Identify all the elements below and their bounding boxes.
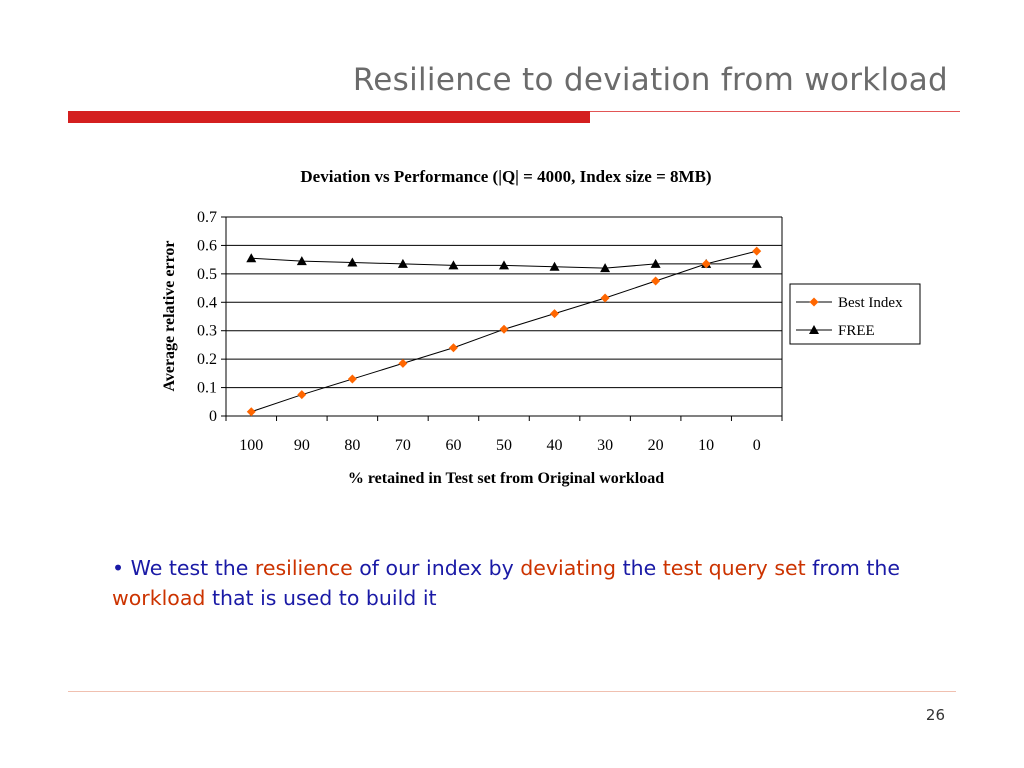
bullet-plain-text: that is used to build it xyxy=(205,586,437,610)
chart-title: Deviation vs Performance (|Q| = 4000, Index size = 8MB) xyxy=(300,167,712,186)
x-tick-label: 90 xyxy=(293,437,310,454)
x-tick-label: 70 xyxy=(394,437,411,454)
page-number: 26 xyxy=(925,706,945,724)
legend-label-best-index: Best Index xyxy=(838,295,903,311)
y-tick-label: 0.2 xyxy=(197,351,217,369)
y-tick-label: 0.5 xyxy=(197,265,217,283)
best-index-point xyxy=(651,276,660,285)
footer-divider xyxy=(68,691,956,692)
bullet-plain-text: from the xyxy=(805,556,901,580)
free-point xyxy=(246,253,256,262)
title-underline-thin xyxy=(590,111,960,112)
x-tick-label: 10 xyxy=(698,437,715,454)
best-index-point xyxy=(297,390,306,399)
x-tick-label: 20 xyxy=(647,437,664,454)
x-tick-label: 30 xyxy=(597,437,614,454)
best-index-point xyxy=(601,294,610,303)
bullet-sentence xyxy=(112,556,900,610)
x-tick-label: 0 xyxy=(752,437,761,454)
bullet-highlight-text: resilience xyxy=(254,556,353,580)
bullet-highlight-text: workload xyxy=(112,586,206,610)
x-tick-label: 100 xyxy=(239,437,264,454)
chart-legend xyxy=(790,284,920,344)
best-index-point xyxy=(348,375,357,384)
best-index-point xyxy=(752,247,761,256)
chart-y-axis-label: Average relative error xyxy=(161,240,178,392)
y-tick-label: 0.6 xyxy=(197,237,217,255)
title-underline-bar xyxy=(68,111,590,123)
x-tick-label: 40 xyxy=(546,437,563,454)
line-chart xyxy=(130,150,930,510)
plot-area xyxy=(197,209,782,454)
best-index-point xyxy=(550,309,559,318)
bullet-marker: • xyxy=(112,556,125,580)
y-tick-label: 0.1 xyxy=(197,379,217,397)
bullet-highlight-text: test query set xyxy=(662,556,806,580)
legend-label-free: FREE xyxy=(838,323,875,339)
free-point xyxy=(651,259,661,268)
chart-x-axis-label: % retained in Test set from Original workload xyxy=(347,470,665,487)
free-point xyxy=(752,259,762,268)
bullet-plain-text: of our index by xyxy=(352,556,521,580)
slide-title: Resilience to deviation from workload xyxy=(352,62,948,98)
best-index-point xyxy=(247,407,256,416)
bullet-plain-text: the xyxy=(616,556,663,580)
bullet-text xyxy=(112,553,912,613)
chart-container xyxy=(130,150,930,510)
x-tick-label: 50 xyxy=(496,437,512,454)
x-tick-label: 60 xyxy=(445,437,462,454)
x-tick-label: 80 xyxy=(344,437,361,454)
bullet-highlight-text: deviating xyxy=(520,556,617,580)
y-tick-label: 0.7 xyxy=(197,209,217,226)
best-index-point xyxy=(500,325,509,334)
bullet-plain-text: We test the xyxy=(130,556,255,580)
y-tick-label: 0 xyxy=(209,408,217,425)
best-index-point xyxy=(449,343,458,352)
y-tick-label: 0.4 xyxy=(197,294,217,312)
best-index-point xyxy=(398,359,407,368)
y-tick-label: 0.3 xyxy=(197,322,217,340)
